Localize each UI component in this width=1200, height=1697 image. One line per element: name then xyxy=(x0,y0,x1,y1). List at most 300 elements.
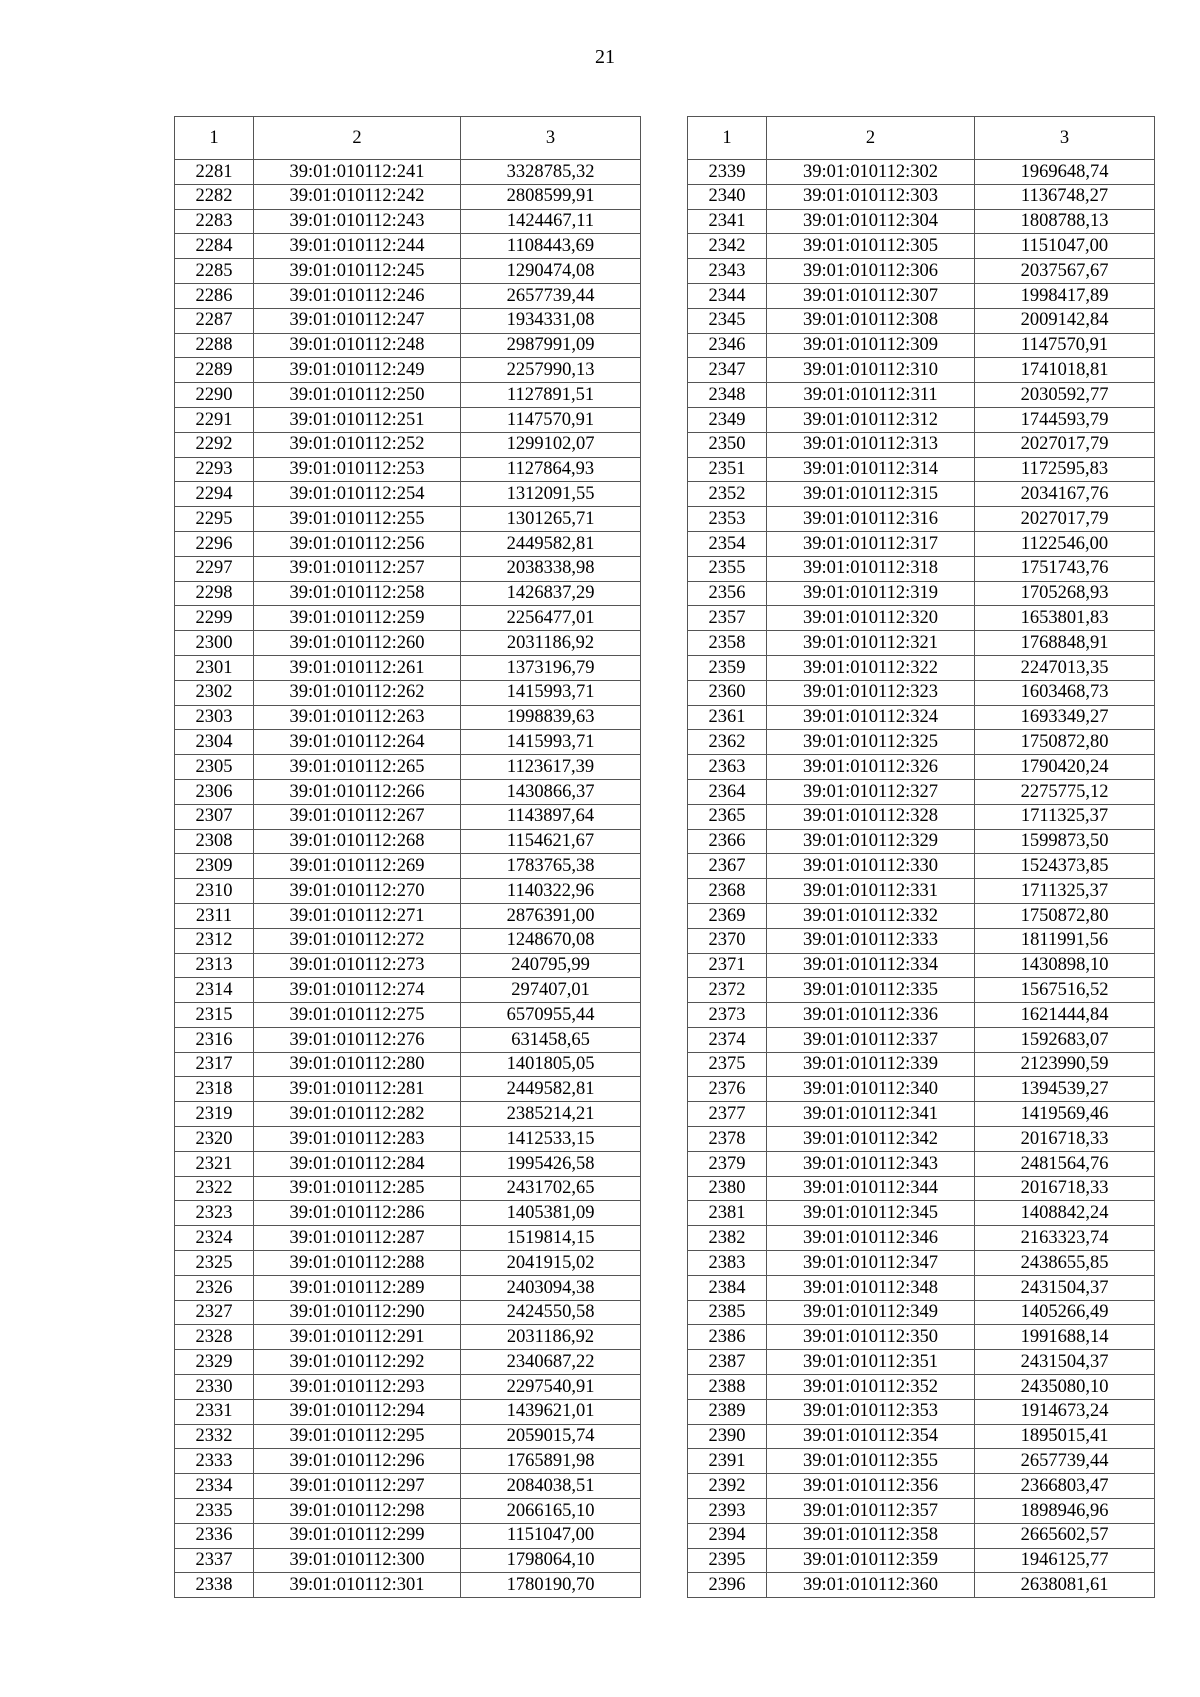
cadastral-number-cell: 39:01:010112:255 xyxy=(254,507,461,532)
value-cell: 1751743,76 xyxy=(975,556,1155,581)
value-cell: 1711325,37 xyxy=(975,879,1155,904)
value-cell: 1299102,07 xyxy=(461,432,641,457)
table-row xyxy=(688,1325,1155,1350)
value-cell: 2665602,57 xyxy=(975,1523,1155,1548)
cadastral-number-cell: 39:01:010112:250 xyxy=(254,383,461,408)
value-cell: 1424467,11 xyxy=(461,209,641,234)
table-row xyxy=(175,705,641,730)
cadastral-number-cell: 39:01:010112:289 xyxy=(254,1275,461,1300)
cadastral-number-cell: 39:01:010112:258 xyxy=(254,581,461,606)
row-number-cell: 2338 xyxy=(175,1573,254,1598)
cadastral-number-cell: 39:01:010112:262 xyxy=(254,680,461,705)
table-row xyxy=(688,606,1155,631)
row-number-cell: 2286 xyxy=(175,283,254,308)
value-cell: 2256477,01 xyxy=(461,606,641,631)
row-number-cell: 2296 xyxy=(175,531,254,556)
cadastral-number-cell: 39:01:010112:355 xyxy=(767,1449,975,1474)
row-number-cell: 2342 xyxy=(688,234,767,259)
value-cell: 3328785,32 xyxy=(461,160,641,185)
value-cell: 2638081,61 xyxy=(975,1573,1155,1598)
table-row xyxy=(688,507,1155,532)
table-row xyxy=(175,1300,641,1325)
cadastral-number-cell: 39:01:010112:313 xyxy=(767,432,975,457)
table-row xyxy=(688,655,1155,680)
cadastral-number-cell: 39:01:010112:310 xyxy=(767,358,975,383)
cadastral-number-cell: 39:01:010112:247 xyxy=(254,308,461,333)
row-number-cell: 2303 xyxy=(175,705,254,730)
cadastral-number-cell: 39:01:010112:323 xyxy=(767,680,975,705)
row-number-cell: 2294 xyxy=(175,482,254,507)
row-number-cell: 2373 xyxy=(688,1003,767,1028)
cadastral-number-cell: 39:01:010112:264 xyxy=(254,730,461,755)
value-cell: 1711325,37 xyxy=(975,804,1155,829)
table-row xyxy=(175,1499,641,1524)
table-row xyxy=(688,432,1155,457)
row-number-cell: 2313 xyxy=(175,953,254,978)
table-row xyxy=(688,160,1155,185)
table-row xyxy=(688,1052,1155,1077)
left-header-col-3: 3 xyxy=(461,117,641,160)
value-cell: 2016718,33 xyxy=(975,1127,1155,1152)
table-row xyxy=(175,1003,641,1028)
row-number-cell: 2300 xyxy=(175,631,254,656)
row-number-cell: 2381 xyxy=(688,1201,767,1226)
value-cell: 1995426,58 xyxy=(461,1151,641,1176)
left-header-col-2: 2 xyxy=(254,117,461,160)
value-cell: 2657739,44 xyxy=(461,283,641,308)
cadastral-number-cell: 39:01:010112:286 xyxy=(254,1201,461,1226)
value-cell: 1898946,96 xyxy=(975,1499,1155,1524)
row-number-cell: 2357 xyxy=(688,606,767,631)
table-row xyxy=(688,457,1155,482)
cadastral-number-cell: 39:01:010112:311 xyxy=(767,383,975,408)
value-cell: 1998839,63 xyxy=(461,705,641,730)
value-cell: 1415993,71 xyxy=(461,730,641,755)
cadastral-number-cell: 39:01:010112:272 xyxy=(254,928,461,953)
row-number-cell: 2380 xyxy=(688,1176,767,1201)
table-row xyxy=(688,1523,1155,1548)
row-number-cell: 2328 xyxy=(175,1325,254,1350)
value-cell: 297407,01 xyxy=(461,978,641,1003)
table-row xyxy=(688,755,1155,780)
row-number-cell: 2292 xyxy=(175,432,254,457)
value-cell: 1151047,00 xyxy=(461,1523,641,1548)
row-number-cell: 2321 xyxy=(175,1151,254,1176)
row-number-cell: 2317 xyxy=(175,1052,254,1077)
row-number-cell: 2379 xyxy=(688,1151,767,1176)
row-number-cell: 2327 xyxy=(175,1300,254,1325)
value-cell: 2435080,10 xyxy=(975,1375,1155,1400)
row-number-cell: 2330 xyxy=(175,1375,254,1400)
row-number-cell: 2343 xyxy=(688,259,767,284)
value-cell: 2449582,81 xyxy=(461,1077,641,1102)
cadastral-number-cell: 39:01:010112:347 xyxy=(767,1251,975,1276)
cadastral-number-cell: 39:01:010112:281 xyxy=(254,1077,461,1102)
cadastral-number-cell: 39:01:010112:242 xyxy=(254,184,461,209)
row-number-cell: 2319 xyxy=(175,1102,254,1127)
row-number-cell: 2363 xyxy=(688,755,767,780)
value-cell: 2037567,67 xyxy=(975,259,1155,284)
row-number-cell: 2348 xyxy=(688,383,767,408)
row-number-cell: 2309 xyxy=(175,854,254,879)
cadastral-number-cell: 39:01:010112:241 xyxy=(254,160,461,185)
table-row xyxy=(175,283,641,308)
cadastral-number-cell: 39:01:010112:243 xyxy=(254,209,461,234)
row-number-cell: 2346 xyxy=(688,333,767,358)
row-number-cell: 2353 xyxy=(688,507,767,532)
table-row xyxy=(688,978,1155,1003)
row-number-cell: 2385 xyxy=(688,1300,767,1325)
value-cell: 1394539,27 xyxy=(975,1077,1155,1102)
row-number-cell: 2283 xyxy=(175,209,254,234)
cadastral-number-cell: 39:01:010112:305 xyxy=(767,234,975,259)
cadastral-number-cell: 39:01:010112:276 xyxy=(254,1027,461,1052)
right-header-col-3: 3 xyxy=(975,117,1155,160)
table-row xyxy=(175,1573,641,1598)
cadastral-number-cell: 39:01:010112:260 xyxy=(254,631,461,656)
value-cell: 2424550,58 xyxy=(461,1300,641,1325)
row-number-cell: 2334 xyxy=(175,1474,254,1499)
table-row xyxy=(175,730,641,755)
value-cell: 1780190,70 xyxy=(461,1573,641,1598)
row-number-cell: 2345 xyxy=(688,308,767,333)
row-number-cell: 2285 xyxy=(175,259,254,284)
table-row xyxy=(175,531,641,556)
table-row xyxy=(175,1102,641,1127)
row-number-cell: 2382 xyxy=(688,1226,767,1251)
table-row xyxy=(688,1201,1155,1226)
cadastral-number-cell: 39:01:010112:352 xyxy=(767,1375,975,1400)
value-cell: 1998417,89 xyxy=(975,283,1155,308)
row-number-cell: 2282 xyxy=(175,184,254,209)
cadastral-number-cell: 39:01:010112:335 xyxy=(767,978,975,1003)
value-cell: 631458,65 xyxy=(461,1027,641,1052)
value-cell: 1373196,79 xyxy=(461,655,641,680)
cadastral-number-cell: 39:01:010112:353 xyxy=(767,1399,975,1424)
table-row xyxy=(175,358,641,383)
row-number-cell: 2310 xyxy=(175,879,254,904)
table-row xyxy=(688,1424,1155,1449)
table-row xyxy=(688,283,1155,308)
cadastral-number-cell: 39:01:010112:312 xyxy=(767,407,975,432)
table-row xyxy=(175,457,641,482)
table-row xyxy=(688,1499,1155,1524)
row-number-cell: 2337 xyxy=(175,1548,254,1573)
table-row xyxy=(688,903,1155,928)
cadastral-number-cell: 39:01:010112:315 xyxy=(767,482,975,507)
cadastral-number-cell: 39:01:010112:331 xyxy=(767,879,975,904)
row-number-cell: 2375 xyxy=(688,1052,767,1077)
table-row xyxy=(688,482,1155,507)
value-cell: 1430898,10 xyxy=(975,953,1155,978)
cadastral-number-cell: 39:01:010112:265 xyxy=(254,755,461,780)
value-cell: 2275775,12 xyxy=(975,779,1155,804)
cadastral-number-cell: 39:01:010112:358 xyxy=(767,1523,975,1548)
cadastral-number-cell: 39:01:010112:339 xyxy=(767,1052,975,1077)
cadastral-number-cell: 39:01:010112:294 xyxy=(254,1399,461,1424)
row-number-cell: 2360 xyxy=(688,680,767,705)
row-number-cell: 2386 xyxy=(688,1325,767,1350)
value-cell: 2987991,09 xyxy=(461,333,641,358)
value-cell: 1592683,07 xyxy=(975,1027,1155,1052)
row-number-cell: 2351 xyxy=(688,457,767,482)
cadastral-number-cell: 39:01:010112:261 xyxy=(254,655,461,680)
table-row xyxy=(688,1375,1155,1400)
cadastral-number-cell: 39:01:010112:246 xyxy=(254,283,461,308)
value-cell: 1808788,13 xyxy=(975,209,1155,234)
cadastral-number-cell: 39:01:010112:343 xyxy=(767,1151,975,1176)
table-row xyxy=(688,879,1155,904)
value-cell: 1621444,84 xyxy=(975,1003,1155,1028)
value-cell: 2163323,74 xyxy=(975,1226,1155,1251)
value-cell: 1248670,08 xyxy=(461,928,641,953)
cadastral-number-cell: 39:01:010112:301 xyxy=(254,1573,461,1598)
table-row xyxy=(175,1201,641,1226)
row-number-cell: 2336 xyxy=(175,1523,254,1548)
value-cell: 2031186,92 xyxy=(461,1325,641,1350)
row-number-cell: 2358 xyxy=(688,631,767,656)
row-number-cell: 2299 xyxy=(175,606,254,631)
cadastral-number-cell: 39:01:010112:342 xyxy=(767,1127,975,1152)
table-row xyxy=(175,1424,641,1449)
value-cell: 1811991,56 xyxy=(975,928,1155,953)
row-number-cell: 2297 xyxy=(175,556,254,581)
row-number-cell: 2322 xyxy=(175,1176,254,1201)
row-number-cell: 2365 xyxy=(688,804,767,829)
row-number-cell: 2368 xyxy=(688,879,767,904)
left-table xyxy=(174,116,641,1598)
cadastral-number-cell: 39:01:010112:296 xyxy=(254,1449,461,1474)
row-number-cell: 2308 xyxy=(175,829,254,854)
table-row xyxy=(175,160,641,185)
value-cell: 2366803,47 xyxy=(975,1474,1155,1499)
row-number-cell: 2366 xyxy=(688,829,767,854)
table-row xyxy=(688,184,1155,209)
cadastral-number-cell: 39:01:010112:280 xyxy=(254,1052,461,1077)
table-row xyxy=(688,1573,1155,1598)
table-row xyxy=(175,1151,641,1176)
cadastral-number-cell: 39:01:010112:356 xyxy=(767,1474,975,1499)
value-cell: 2297540,91 xyxy=(461,1375,641,1400)
cadastral-number-cell: 39:01:010112:256 xyxy=(254,531,461,556)
row-number-cell: 2323 xyxy=(175,1201,254,1226)
value-cell: 1430866,37 xyxy=(461,779,641,804)
value-cell: 2027017,79 xyxy=(975,432,1155,457)
row-number-cell: 2344 xyxy=(688,283,767,308)
table-row xyxy=(175,1052,641,1077)
row-number-cell: 2387 xyxy=(688,1350,767,1375)
value-cell: 1914673,24 xyxy=(975,1399,1155,1424)
cadastral-number-cell: 39:01:010112:330 xyxy=(767,854,975,879)
row-number-cell: 2370 xyxy=(688,928,767,953)
cadastral-number-cell: 39:01:010112:259 xyxy=(254,606,461,631)
table-row xyxy=(175,829,641,854)
cadastral-number-cell: 39:01:010112:263 xyxy=(254,705,461,730)
table-row xyxy=(175,779,641,804)
value-cell: 2247013,35 xyxy=(975,655,1155,680)
table-row xyxy=(175,1399,641,1424)
table-row xyxy=(175,606,641,631)
row-number-cell: 2290 xyxy=(175,383,254,408)
table-row xyxy=(688,358,1155,383)
cadastral-number-cell: 39:01:010112:245 xyxy=(254,259,461,284)
cadastral-number-cell: 39:01:010112:267 xyxy=(254,804,461,829)
table-row xyxy=(175,1375,641,1400)
table-row xyxy=(175,1226,641,1251)
table-row xyxy=(175,978,641,1003)
value-cell: 1127864,93 xyxy=(461,457,641,482)
value-cell: 1147570,91 xyxy=(975,333,1155,358)
cadastral-number-cell: 39:01:010112:244 xyxy=(254,234,461,259)
value-cell: 1415993,71 xyxy=(461,680,641,705)
cadastral-number-cell: 39:01:010112:273 xyxy=(254,953,461,978)
value-cell: 1567516,52 xyxy=(975,978,1155,1003)
value-cell: 2438655,85 xyxy=(975,1251,1155,1276)
value-cell: 1151047,00 xyxy=(975,234,1155,259)
table-row xyxy=(175,928,641,953)
value-cell: 1741018,81 xyxy=(975,358,1155,383)
value-cell: 1154621,67 xyxy=(461,829,641,854)
cadastral-number-cell: 39:01:010112:340 xyxy=(767,1077,975,1102)
left-table-header-row xyxy=(175,117,641,160)
row-number-cell: 2377 xyxy=(688,1102,767,1127)
cadastral-number-cell: 39:01:010112:292 xyxy=(254,1350,461,1375)
table-row xyxy=(688,556,1155,581)
value-cell: 2657739,44 xyxy=(975,1449,1155,1474)
cadastral-number-cell: 39:01:010112:341 xyxy=(767,1102,975,1127)
cadastral-number-cell: 39:01:010112:333 xyxy=(767,928,975,953)
value-cell: 2027017,79 xyxy=(975,507,1155,532)
table-row xyxy=(688,631,1155,656)
value-cell: 1783765,38 xyxy=(461,854,641,879)
cadastral-number-cell: 39:01:010112:291 xyxy=(254,1325,461,1350)
table-row xyxy=(175,432,641,457)
table-row xyxy=(175,184,641,209)
value-cell: 1599873,50 xyxy=(975,829,1155,854)
cadastral-number-cell: 39:01:010112:285 xyxy=(254,1176,461,1201)
table-row xyxy=(688,1151,1155,1176)
value-cell: 2431504,37 xyxy=(975,1350,1155,1375)
cadastral-number-cell: 39:01:010112:282 xyxy=(254,1102,461,1127)
value-cell: 1693349,27 xyxy=(975,705,1155,730)
value-cell: 1405266,49 xyxy=(975,1300,1155,1325)
value-cell: 2123990,59 xyxy=(975,1052,1155,1077)
row-number-cell: 2362 xyxy=(688,730,767,755)
row-number-cell: 2335 xyxy=(175,1499,254,1524)
table-row xyxy=(175,1027,641,1052)
row-number-cell: 2288 xyxy=(175,333,254,358)
cadastral-number-cell: 39:01:010112:249 xyxy=(254,358,461,383)
cadastral-number-cell: 39:01:010112:304 xyxy=(767,209,975,234)
cadastral-number-cell: 39:01:010112:252 xyxy=(254,432,461,457)
cadastral-number-cell: 39:01:010112:328 xyxy=(767,804,975,829)
cadastral-number-cell: 39:01:010112:344 xyxy=(767,1176,975,1201)
table-row xyxy=(688,1251,1155,1276)
value-cell: 1744593,79 xyxy=(975,407,1155,432)
table-row xyxy=(688,234,1155,259)
row-number-cell: 2284 xyxy=(175,234,254,259)
value-cell: 2041915,02 xyxy=(461,1251,641,1276)
row-number-cell: 2391 xyxy=(688,1449,767,1474)
table-row xyxy=(175,1127,641,1152)
value-cell: 1750872,80 xyxy=(975,903,1155,928)
value-cell: 1750872,80 xyxy=(975,730,1155,755)
cadastral-number-cell: 39:01:010112:318 xyxy=(767,556,975,581)
table-row xyxy=(175,854,641,879)
value-cell: 1123617,39 xyxy=(461,755,641,780)
row-number-cell: 2396 xyxy=(688,1573,767,1598)
row-number-cell: 2329 xyxy=(175,1350,254,1375)
value-cell: 1603468,73 xyxy=(975,680,1155,705)
table-row xyxy=(688,730,1155,755)
row-number-cell: 2394 xyxy=(688,1523,767,1548)
row-number-cell: 2318 xyxy=(175,1077,254,1102)
table-row xyxy=(688,407,1155,432)
table-row xyxy=(688,531,1155,556)
table-row xyxy=(175,755,641,780)
table-row xyxy=(175,333,641,358)
table-row xyxy=(688,804,1155,829)
row-number-cell: 2361 xyxy=(688,705,767,730)
cadastral-number-cell: 39:01:010112:300 xyxy=(254,1548,461,1573)
value-cell: 1895015,41 xyxy=(975,1424,1155,1449)
table-row xyxy=(175,1275,641,1300)
value-cell: 1147570,91 xyxy=(461,407,641,432)
cadastral-number-cell: 39:01:010112:251 xyxy=(254,407,461,432)
left-header-col-1: 1 xyxy=(175,117,254,160)
table-row xyxy=(688,1474,1155,1499)
value-cell: 2449582,81 xyxy=(461,531,641,556)
value-cell: 1401805,05 xyxy=(461,1052,641,1077)
value-cell: 2403094,38 xyxy=(461,1275,641,1300)
row-number-cell: 2315 xyxy=(175,1003,254,1028)
row-number-cell: 2333 xyxy=(175,1449,254,1474)
cadastral-number-cell: 39:01:010112:302 xyxy=(767,160,975,185)
right-table-body xyxy=(688,160,1155,1598)
cadastral-number-cell: 39:01:010112:346 xyxy=(767,1226,975,1251)
table-row xyxy=(175,383,641,408)
table-row xyxy=(175,953,641,978)
cadastral-number-cell: 39:01:010112:316 xyxy=(767,507,975,532)
cadastral-number-cell: 39:01:010112:298 xyxy=(254,1499,461,1524)
value-cell: 2030592,77 xyxy=(975,383,1155,408)
value-cell: 2431504,37 xyxy=(975,1275,1155,1300)
value-cell: 2431702,65 xyxy=(461,1176,641,1201)
cadastral-number-cell: 39:01:010112:270 xyxy=(254,879,461,904)
value-cell: 2084038,51 xyxy=(461,1474,641,1499)
cadastral-number-cell: 39:01:010112:303 xyxy=(767,184,975,209)
table-row xyxy=(175,556,641,581)
cadastral-number-cell: 39:01:010112:297 xyxy=(254,1474,461,1499)
cadastral-number-cell: 39:01:010112:349 xyxy=(767,1300,975,1325)
row-number-cell: 2359 xyxy=(688,655,767,680)
value-cell: 1108443,69 xyxy=(461,234,641,259)
value-cell: 1946125,77 xyxy=(975,1548,1155,1573)
page-number: 21 xyxy=(595,46,615,68)
value-cell: 1439621,01 xyxy=(461,1399,641,1424)
table-row xyxy=(688,1102,1155,1127)
value-cell: 6570955,44 xyxy=(461,1003,641,1028)
row-number-cell: 2350 xyxy=(688,432,767,457)
row-number-cell: 2389 xyxy=(688,1399,767,1424)
value-cell: 1524373,85 xyxy=(975,854,1155,879)
table-row xyxy=(688,1275,1155,1300)
value-cell: 2066165,10 xyxy=(461,1499,641,1524)
cadastral-number-cell: 39:01:010112:284 xyxy=(254,1151,461,1176)
table-row xyxy=(688,383,1155,408)
row-number-cell: 2378 xyxy=(688,1127,767,1152)
cadastral-number-cell: 39:01:010112:268 xyxy=(254,829,461,854)
